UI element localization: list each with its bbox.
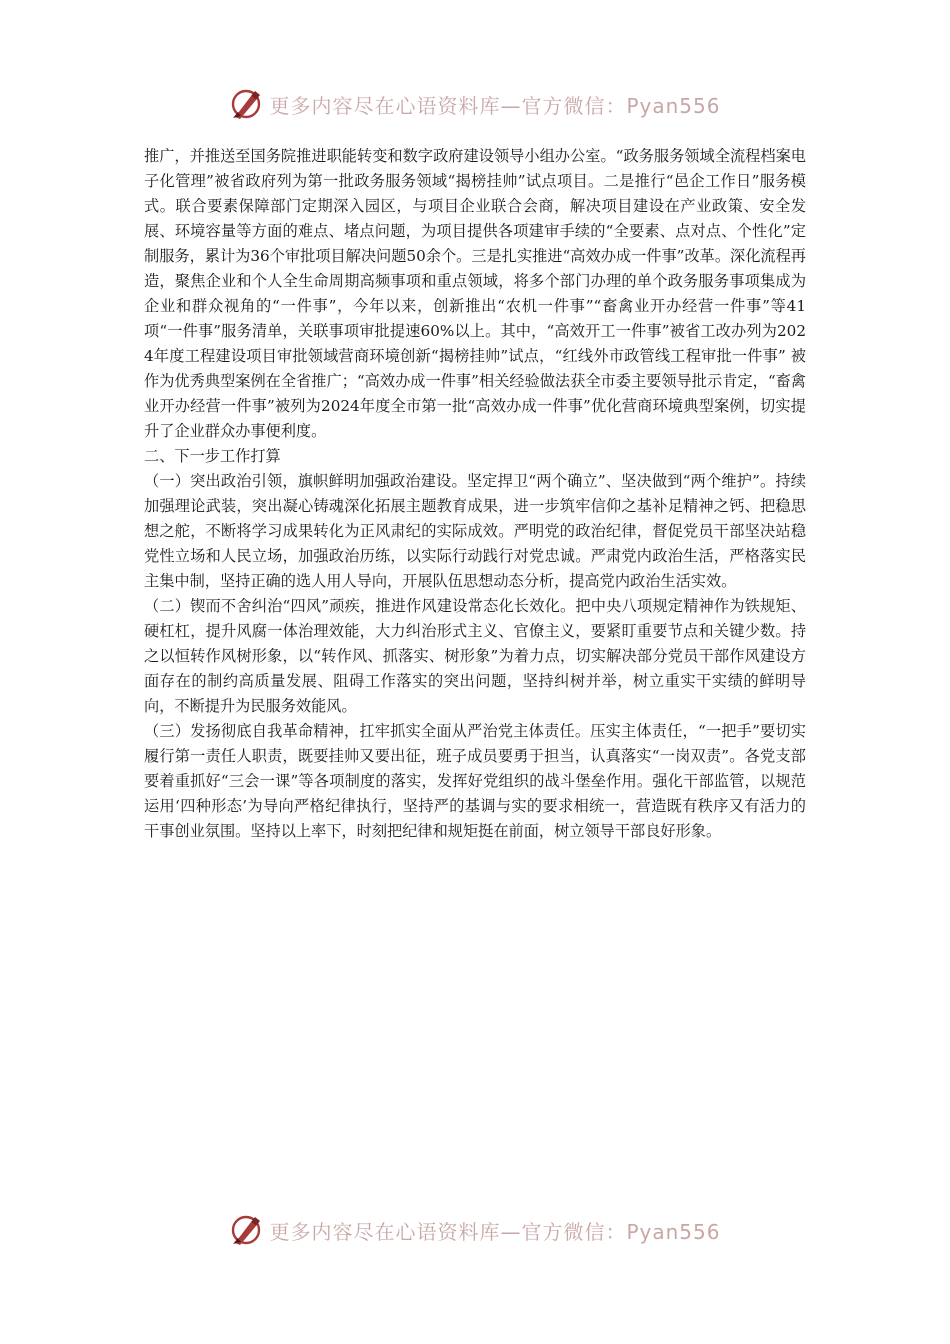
paragraph-self-revolution: （三）发扬彻底自我革命精神，扛牢抓实全面从严治党主体责任。压实主体责任，“一把手”要切实履行第一责任人职责，既要挂帅又要出征，班子成员要勇于担当，认真落实“一岗双责”。各党支部要着重抓好“三会一课”等各项制度的落实，发挥好党组织的战斗堡垒作用。强化干部监管，以规范运用‘四种形态’为导向严格纪律执行，坚持严的基调与实的要求相统一，营造既有秩序又有活力的干事创业氛围。坚持以上率下，时刻把纪律和规矩挺在前面，树立领导干部良好形象。 xyxy=(144,722,806,840)
paragraph-four-winds: （二）锲而不舍纠治“四风”顽疾，推进作风建设常态化长效化。把中央八项规定精神作为铁规矩、硬杠杠，提升风腐一体治理效能，大力纠治形式主义、官僚主义，要紧盯重要节点和关键少数。持之以恒转作风树形象，以“转作风、抓落实、树形象”为着力点，切实解决部分党员干部作风建设方面存在的制约高质量发展、阻碍工作落实的突出问题，坚持纠树并举，树立重实干实绩的鲜明导向，不断提升为民服务效能风。 xyxy=(144,597,806,715)
watermark-banner-top xyxy=(0,84,950,124)
watermark-text: 更多内容尽在心语资料库—官方微信：Pyan556 xyxy=(269,93,721,118)
document-body xyxy=(144,144,806,844)
paragraph-political-guidance: （一）突出政治引领，旗帜鲜明加强政治建设。坚定捍卫“两个确立”、坚决做到“两个维护”。持续加强理论武装，突出凝心铸魂深化拓展主题教育成果，进一步筑牢信仰之基补足精神之钙、把稳思想之舵，不断将学习成果转化为正风肃纪的实际成效。严明党的政治纪律，督促党员干部坚决站稳党性立场和人民立场，加强政治历练，以实际行动践行对党忠诚。严肃党内政治生活，严格落实民主集中制，坚持正确的选人用人导向，开展队伍思想动态分析，提高党内政治生活实效。 xyxy=(144,472,806,590)
pen-in-circle-logo-icon xyxy=(229,1213,263,1247)
watermark-banner-bottom xyxy=(0,1210,950,1250)
watermark-text: 更多内容尽在心语资料库—官方微信：Pyan556 xyxy=(269,1219,721,1244)
section-heading-next-steps: 二、下一步工作打算 xyxy=(144,447,281,465)
paragraph-reform-progress: 推广，并推送至国务院推进职能转变和数字政府建设领导小组办公室。“政务服务领域全流程档案电子化管理”被省政府列为第一批政务服务领域“揭榜挂帅”试点项目。二是推行“邑企工作日”服务模式。联合要素保障部门定期深入园区，与项目企业联合会商，解决项目建设在产业政策、安全发展、环境容量等方面的难点、堵点问题，为项目提供各项建审手续的“全要素、点对点、个性化”定制服务，累计为36个审批项目解决问题50余个。三是扎实推进“高效办成一件事”改革。深化流程再造，聚焦企业和个人全生命周期高频事项和重点领域，将多个部门办理的单个政务服务事项集成为企业和群众视角的“一件事”，今年以来，创新推出“农机一件事”“畜禽业开办经营一件事”等41项“一件事”服务清单，关联事项审批提速60%以上。其中，“高效开工一件事”被省工改办列为2024年度工程建设项目审批领域营商环境创新“揭榜挂帅”试点，“红线外市政管线工程审批一件事” 被作为优秀典型案例在全省推广；“高效办成一件事”相关经验做法获全市委主要领导批示肯定，“畜禽业开办经营一件事”被列为2024年度全市第一批“高效办成一件事”优化营商环境典型案例，切实提升了企业群众办事便利度。 xyxy=(144,147,806,440)
pen-in-circle-logo-icon xyxy=(229,87,263,121)
